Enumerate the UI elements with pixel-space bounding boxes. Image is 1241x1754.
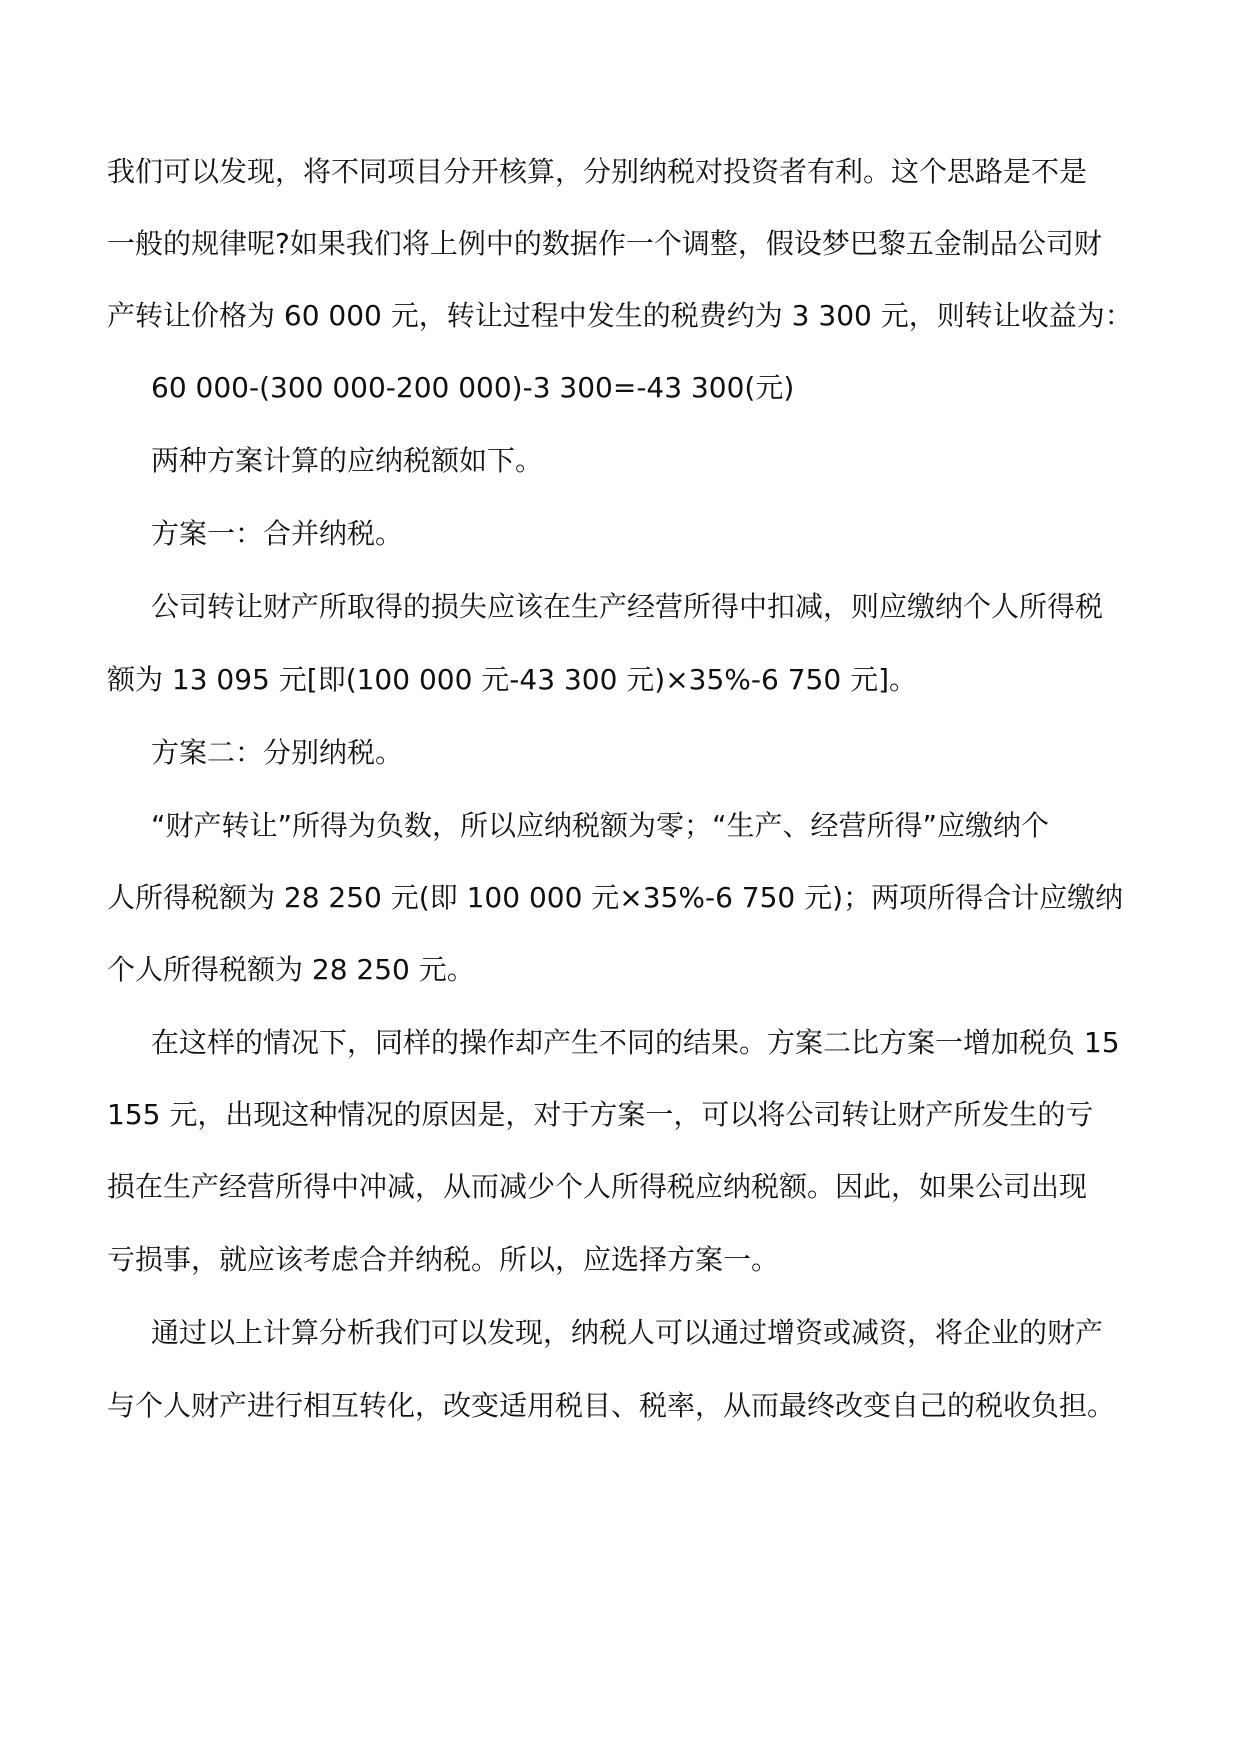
text-line: “财产转让”所得为负数，所以应纳税额为零；“生产、经营所得”应缴纳个 — [151, 809, 1050, 842]
formula-line: 60 000-(300 000-200 000)-3 300=-43 300(元) — [151, 371, 795, 404]
text-line: 人所得税额为 28 250 元(即 100 000 元×35%-6 750 元)；两项所得合计应缴纳 — [107, 881, 1124, 914]
section-heading: 方案二：分别纳税。 — [151, 736, 404, 769]
text-line: 与个人财产进行相互转化，改变适用税目、税率，从而最终改变自己的税收负担。 — [107, 1389, 1116, 1422]
text-line: 亏损事，就应该考虑合并纳税。所以，应选择方案一。 — [107, 1243, 780, 1276]
text-line: 通过以上计算分析我们可以发现，纳税人可以通过增资或减资，将企业的财产 — [151, 1316, 1104, 1349]
text-line: 两种方案计算的应纳税额如下。 — [151, 444, 544, 477]
text-line: 公司转让财产所取得的损失应该在生产经营所得中扣减，则应缴纳个人所得税 — [151, 590, 1104, 623]
text-line: 一般的规律呢?如果我们将上例中的数据作一个调整，假设梦巴黎五金制品公司财 — [107, 227, 1102, 260]
text-line: 我们可以发现，将不同项目分开核算，分别纳税对投资者有利。这个思路是不是 — [107, 155, 1088, 188]
text-line: 个人所得税额为 28 250 元。 — [107, 953, 475, 986]
text-line: 在这样的情况下，同样的操作却产生不同的结果。方案二比方案一增加税负 15 — [151, 1026, 1120, 1059]
section-heading: 方案一：合并纳税。 — [151, 517, 404, 550]
text-line: 额为 13 095 元[即(100 000 元-43 300 元)×35%-6 750 元]。 — [107, 663, 917, 696]
text-line: 155 元，出现这种情况的原因是，对于方案一，可以将公司转让财产所发生的亏 — [107, 1098, 1094, 1131]
text-line: 产转让价格为 60 000 元，转让过程中发生的税费约为 3 300 元，则转让收益为： — [107, 299, 1133, 332]
text-line: 损在生产经营所得中冲减，从而减少个人所得税应纳税额。因此，如果公司出现 — [107, 1170, 1088, 1203]
